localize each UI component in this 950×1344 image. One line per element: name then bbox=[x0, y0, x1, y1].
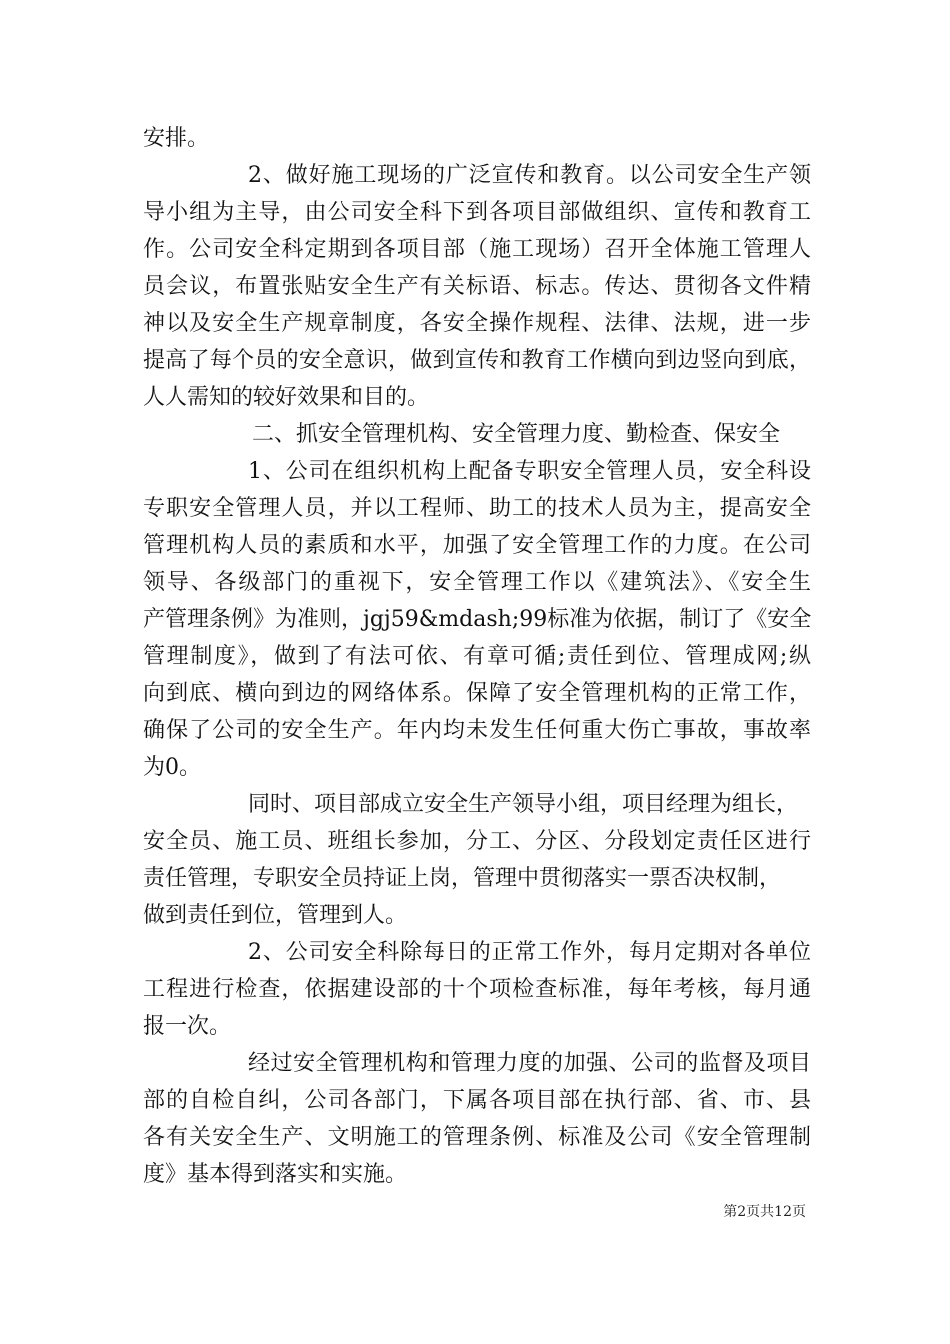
text-line: 报一次。 bbox=[143, 1014, 232, 1039]
text-line: 确保了公司的安全生产。年内均未发生任何重大伤亡事故，事故率 bbox=[143, 718, 811, 743]
page-number-footer: 第2页共12页 bbox=[723, 1204, 806, 1220]
paragraph-first-line: 同时、项目部成立安全生产领导小组，项目经理为组长， bbox=[248, 792, 799, 817]
text-line: 管理制度》，做到了有法可依、有章可循;责任到位、管理成网;纵 bbox=[143, 644, 811, 669]
text-line: 责任管理，专职安全员持证上岗，管理中贯彻落实一票否决权制， bbox=[143, 866, 782, 891]
text-line: 部的自检自纠，公司各部门，下属各项目部在执行部、省、市、县 bbox=[143, 1088, 811, 1113]
text-line: 神以及安全生产规章制度，各安全操作规程、法律、法规，进一步 bbox=[143, 311, 811, 336]
text-line: 向到底、横向到边的网络体系。保障了安全管理机构的正常工作， bbox=[143, 681, 811, 706]
section-heading: 二、抓安全管理机构、安全管理力度、勤检查、保安全 bbox=[252, 422, 781, 447]
text-line: 人人需知的较好效果和目的。 bbox=[143, 385, 430, 410]
text-line: 安全员、施工员、班组长参加，分工、分区、分段划定责任区进行 bbox=[143, 829, 811, 854]
paragraph-first-line: 经过安全管理机构和管理力度的加强、公司的监督及项目 bbox=[248, 1051, 811, 1076]
paragraph-first-line: 2、做好施工现场的广泛宣传和教育。以公司安全生产领 bbox=[248, 163, 811, 188]
text-line: 导小组为主导，由公司安全科下到各项目部做组织、宣传和教育工 bbox=[143, 200, 811, 225]
text-line: 工程进行检查，依据建设部的十个项检查标准，每年考核，每月通 bbox=[143, 977, 811, 1002]
paragraph-first-line: 2、公司安全科除每日的正常工作外，每月定期对各单位 bbox=[248, 940, 811, 965]
text-line: 提高了每个员的安全意识，做到宣传和教育工作横向到边竖向到底， bbox=[143, 348, 811, 373]
text-line: 领导、各级部门的重视下，安全管理工作以《建筑法》、《安全生 bbox=[143, 570, 811, 595]
text-line: 各有关安全生产、文明施工的管理条例、标准及公司《安全管理制 bbox=[143, 1125, 811, 1150]
text-line: 员会议，布置张贴安全生产有关标语、标志。传达、贯彻各文件精 bbox=[143, 274, 811, 299]
text-line: 产管理条例》为准则，jgj59&mdash;99标准为依据，制订了《安全 bbox=[143, 607, 812, 632]
text-line: 作。公司安全科定期到各项目部（施工现场）召开全体施工管理人 bbox=[143, 237, 811, 262]
text-line: 为0。 bbox=[143, 755, 201, 780]
text-line: 安排。 bbox=[143, 126, 210, 151]
text-line: 专职安全管理人员，并以工程师、助工的技术人员为主，提高安全 bbox=[143, 496, 811, 521]
text-line: 管理机构人员的素质和水平，加强了安全管理工作的力度。在公司 bbox=[143, 533, 811, 558]
paragraph-first-line: 1、公司在组织机构上配备专职安全管理人员，安全科设 bbox=[248, 459, 811, 484]
text-line: 度》基本得到落实和实施。 bbox=[143, 1162, 408, 1187]
text-line: 做到责任到位，管理到人。 bbox=[143, 903, 408, 928]
